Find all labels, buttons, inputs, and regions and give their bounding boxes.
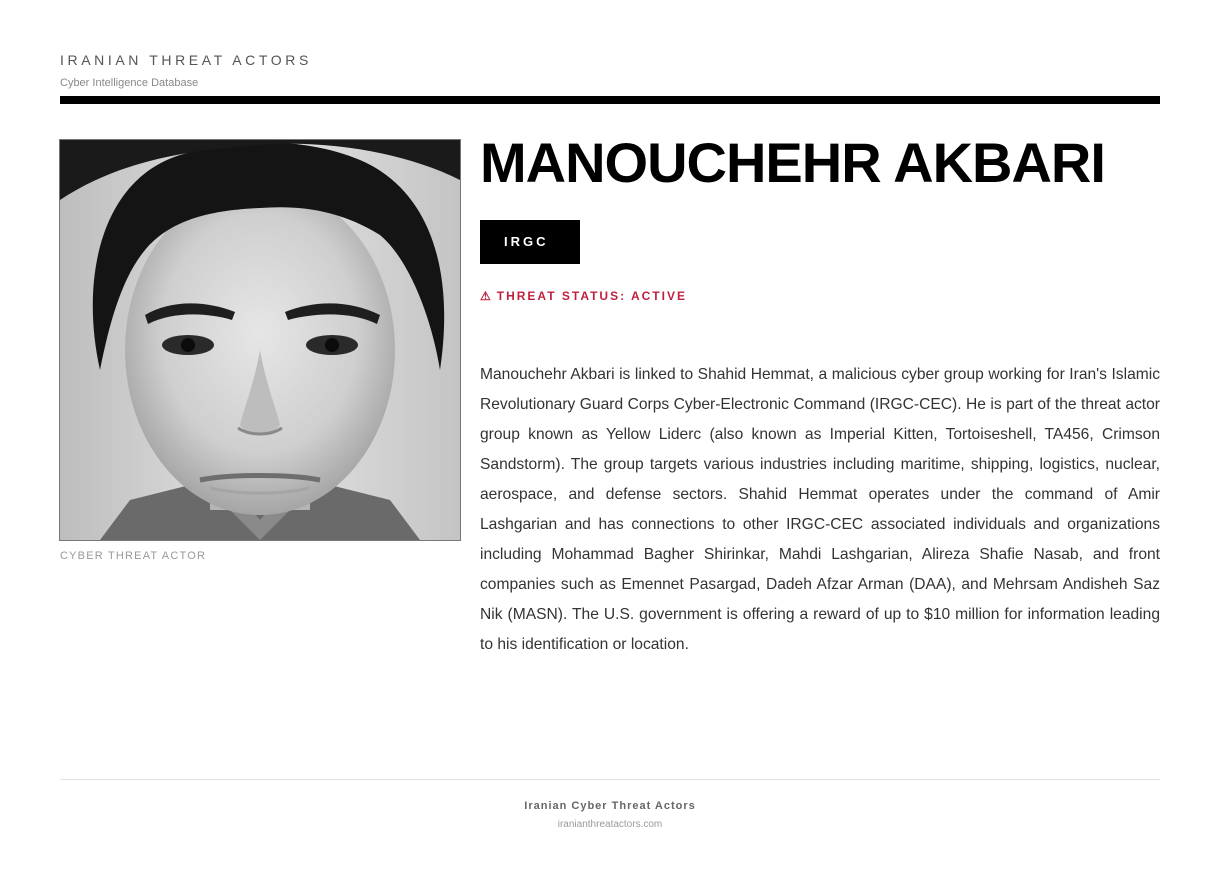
warning-icon: ⚠ xyxy=(480,289,493,303)
footer-title: Iranian Cyber Threat Actors xyxy=(524,800,696,812)
actor-bio: Manouchehr Akbari is linked to Shahid Hemmat, a malicious cyber group working for Iran's Islamic Revolutionary Guard Corps Cyber-Electronic Command (IRGC-CEC). He is part of the threat actor group known as Yellow Liderc (also known as Imperial Kitten, Tortoiseshell, TA456, Crimson Sandstorm). The group targets various industries including maritime, shipping, logistics, nuclear, aerospace, and defense sectors. Shahid Hemmat operates under the command of Amir Lashgarian and has connections to other IRGC-CEC associated individuals and organizations including Mohammad Bagher Shirinkar, Mahdi Lashgarian, Alireza Shafie Nasab, and front companies such as Emennet Pasargad, Dadeh Afzar Arman (DAA), and Mehrsam Andisheh Saz Nik (MASN). The U.S. government is offering a reward of up to $10 million for information leading to his identification or location. xyxy=(480,366,1160,653)
photo-caption: CYBER THREAT ACTOR xyxy=(60,550,207,562)
threat-status-label: THREAT STATUS: ACTIVE xyxy=(496,289,687,303)
affiliation-badge: IRGC xyxy=(480,220,580,264)
footer-divider xyxy=(60,779,1160,780)
site-subtitle: Cyber Intelligence Database xyxy=(60,77,199,89)
profile-photo xyxy=(59,139,461,541)
header-divider xyxy=(60,96,1160,104)
site-header xyxy=(60,52,1160,90)
site-title: IRANIAN THREAT ACTORS xyxy=(60,52,312,68)
threat-status xyxy=(480,289,687,303)
footer-url: iranianthreatactors.com xyxy=(557,819,663,830)
actor-name: MANOUCHEHR AKBARI xyxy=(480,131,1105,194)
